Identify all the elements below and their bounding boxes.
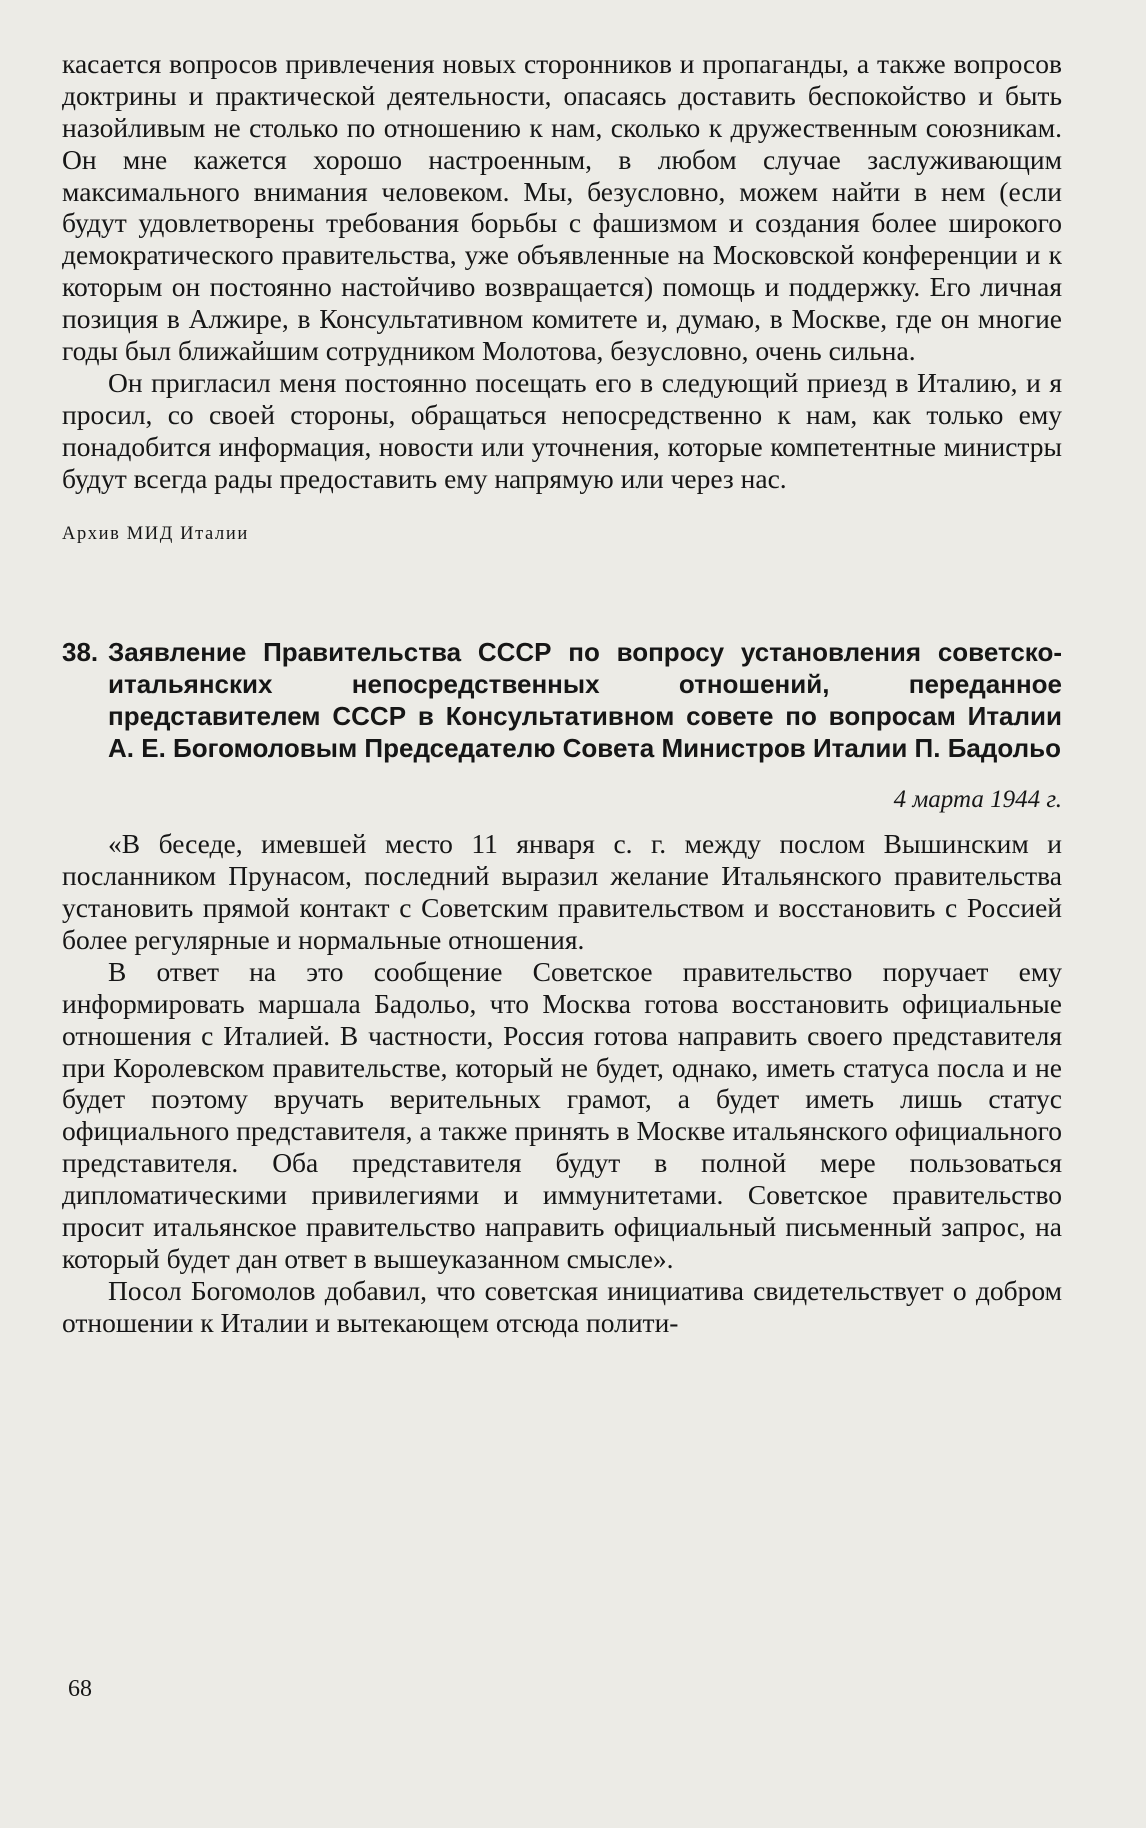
intro-paragraph-2: Он пригласил меня постоянно посещать его в следующий приезд в Италию, и я просил, со своей стороны, обращаться непосредственно к нам, как только ему понадобится информация, новости или уточнения, которые компетентные министры будут всегда рады предоставить ему напрямую или через нас. (62, 366, 1062, 494)
document-paragraph-2: В ответ на это сообщение Советское правительство поручает ему информировать маршала Бадольо, что Москва готова восстановить официальные отношения с Италией. В частности, Россия готова направить своего представителя при Королевском правительстве, который не будет, однако, иметь статуса посла и не будет поэтому вручать верительных грамот, а будет иметь лишь статус официального представителя, а также принять в Москве итальянского официального представителя. Оба представителя будут в полной мере пользоваться дипломатическими привилегиями и иммунитетами. Советское правительство просит итальянское правительство направить официальный письменный запрос, на который будет дан ответ в вышеуказанном смысле». (62, 955, 1062, 1274)
document-paragraph-3: Посол Богомолов добавил, что советская инициатива свидетельствует о добром отношении к Италии и вытекающем отсюда полити- (62, 1274, 1062, 1338)
document-date: 4 марта 1944 г. (893, 786, 1062, 814)
archive-source: Архив МИД Италии (62, 524, 249, 545)
intro-paragraph-1: касается вопросов привлечения новых сторонников и пропаганды, а также вопросов доктрины и практической деятельности, опасаясь доставить беспокойство и быть назойливым не столько по отношению к нам, сколько к дружественным союзникам. Он мне кажется хорошо настроенным, в любом случае заслуживающим максимального внимания человеком. Мы, безусловно, можем найти в нем (если будут удовлетворены требования борьбы с фашизмом и создания более широкого демократического правительства, уже объявленные на Московской конференции и к которым он постоянно настойчиво возвращается) помощь и поддержку. Его личная позиция в Алжире, в Консультативном комитете и, думаю, в Москве, где он многие годы был ближайшим сотрудником Молотова, безусловно, очень сильна. (62, 48, 1062, 367)
page-body (62, 48, 1062, 1339)
document-title: Заявление Правительства СССР по вопросу установления советско-итальянских непосредственных отношений, переданное представителем СССР в Консультативном совете по вопросам Италии А. Е. Богомоловым Председателю Совета Министров Италии П. Бадольо (108, 637, 1062, 763)
document-heading (62, 637, 1062, 764)
document-number: 38. (62, 637, 99, 668)
page-number: 68 (68, 1676, 92, 1702)
document-paragraph-1: «В беседе, имевшей место 11 января с. г. между послом Вышинским и посланником Прунасом, последний выразил желание Итальянского правительства установить прямой контакт с Советским правительством и восстановить с Россией более регулярные и нормальные отношения. (62, 828, 1062, 956)
